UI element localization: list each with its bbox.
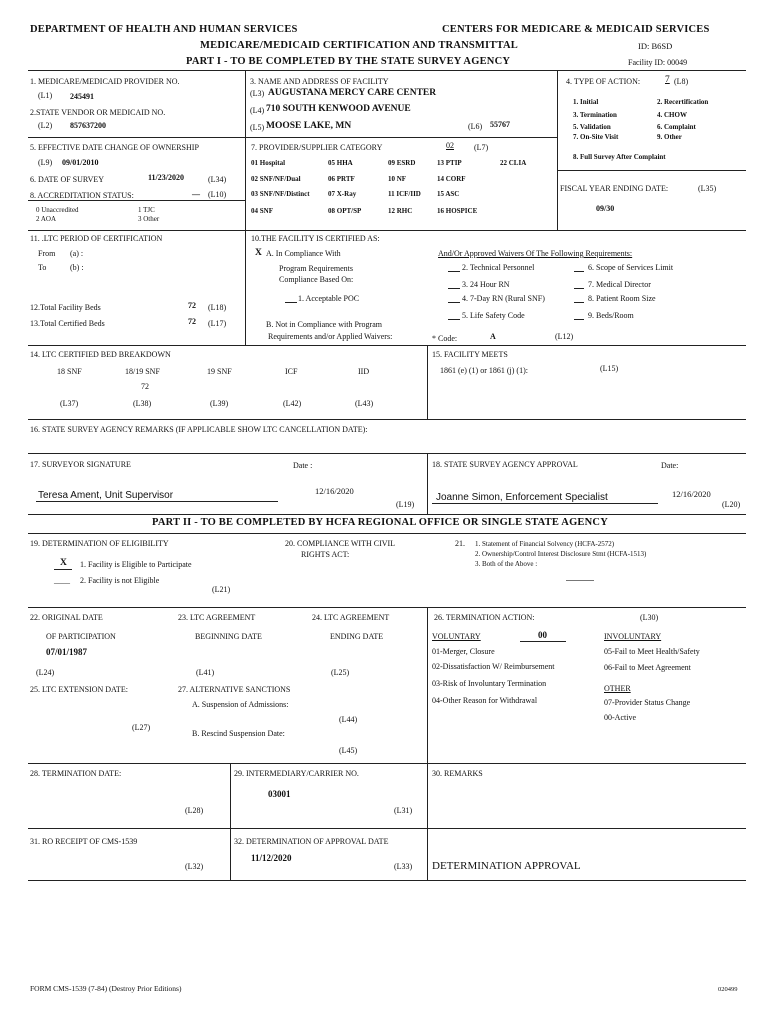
ltc-period-label: 11. .LTC PERIOD OF CERTIFICATION xyxy=(30,234,163,243)
action-option: 1. Initial xyxy=(573,98,599,106)
provider-no-value: 245491 xyxy=(70,92,94,101)
accreditation-option: 0 Unaccredited xyxy=(36,206,79,214)
facility-id: Facility ID: 00049 xyxy=(628,58,688,67)
rule xyxy=(28,419,746,420)
l33-code: (L33) xyxy=(394,862,413,871)
l28-code: (L28) xyxy=(185,806,204,815)
category-option: 06 PRTF xyxy=(328,175,355,183)
l6-code: (L6) xyxy=(468,122,483,131)
category-option: 22 CLIA xyxy=(500,159,527,167)
blank-line xyxy=(566,580,594,581)
remarks-16-label: 16. STATE SURVEY AGENCY REMARKS (IF APPLICABLE SHOW LTC CANCELLATION DATE): xyxy=(30,425,368,434)
bed-1819-value: 72 xyxy=(141,382,149,391)
applied-waivers-label: Requirements and/or Applied Waivers: xyxy=(268,332,393,341)
category-option: 04 SNF xyxy=(251,207,273,215)
waiver-item: 6. Scope of Services Limit xyxy=(588,263,674,272)
l4-code: (L4) xyxy=(250,106,265,115)
l15-code: (L15) xyxy=(600,364,619,373)
rule xyxy=(28,137,557,138)
not-compliance-label: B. Not in Compliance with Program xyxy=(266,320,382,329)
type-of-action-value: 7 xyxy=(665,75,670,85)
blank-line xyxy=(574,319,584,320)
approval-date: 12/16/2020 xyxy=(672,489,711,499)
from-label: From xyxy=(38,249,56,258)
rule xyxy=(557,70,558,230)
termination-option: 05-Fail to Meet Health/Safety xyxy=(604,647,700,656)
termination-option: 07-Provider Status Change xyxy=(604,698,691,707)
waiver-item: 5. Life Safety Code xyxy=(462,311,525,320)
l21-code: (L21) xyxy=(212,585,231,594)
rule xyxy=(230,763,231,880)
eligible-mark: X xyxy=(60,558,67,568)
blank-line xyxy=(574,288,584,289)
surveyor-date-label: Date : xyxy=(293,461,313,470)
l8-code: (L8) xyxy=(674,77,689,86)
certified-beds-value: 72 xyxy=(188,317,196,326)
l31-code: (L31) xyxy=(394,806,413,815)
compliance-based-label: Compliance Based On: xyxy=(279,275,354,284)
approval-date-value: 11/12/2020 xyxy=(251,853,292,863)
termination-option: 03-Risk of Involuntary Termination xyxy=(432,679,547,688)
action-option: 3. Termination xyxy=(573,111,617,119)
rule xyxy=(28,880,746,881)
blank-line xyxy=(285,302,297,303)
original-date-label: 22. ORIGINAL DATE xyxy=(30,613,103,622)
facility-city: MOOSE LAKE, MN xyxy=(266,121,352,131)
bed-col-header: 19 SNF xyxy=(207,367,232,376)
l25-code: (L25) xyxy=(331,668,350,677)
form-revision: 020499 xyxy=(718,986,738,993)
waiver-item: 3. 24 Hour RN xyxy=(462,280,510,289)
facility-name-label: 3. NAME AND ADDRESS OF FACILITY xyxy=(250,77,389,86)
termination-date-label: 28. TERMINATION DATE: xyxy=(30,769,122,778)
category-option: 10 NF xyxy=(388,175,407,183)
involuntary-label: INVOLUNTARY xyxy=(604,632,662,641)
l32-code: (L32) xyxy=(185,862,204,871)
rule xyxy=(427,453,428,514)
original-date-sub: OF PARTICIPATION xyxy=(46,632,116,641)
fiscal-year-label: FISCAL YEAR ENDING DATE: xyxy=(560,184,669,193)
category-option: 05 HHA xyxy=(328,159,353,167)
action-option: 7. On-Site Visit xyxy=(573,133,619,141)
rule xyxy=(28,607,746,608)
certified-beds-label: 13.Total Certified Beds xyxy=(30,319,105,328)
facility-name: AUGUSTANA MERCY CARE CENTER xyxy=(268,88,437,98)
blank-line xyxy=(448,319,460,320)
accreditation-option: 1 TJC xyxy=(138,206,155,214)
signature-line xyxy=(36,501,278,502)
rule xyxy=(28,345,746,346)
rule xyxy=(28,828,746,829)
category-option: 02 SNF/NF/Dual xyxy=(251,175,301,183)
category-option: 07 X-Ray xyxy=(328,190,357,198)
from-a-label: (a) : xyxy=(70,249,84,258)
termination-option: 04-Other Reason for Withdrawal xyxy=(432,696,538,705)
original-date-value: 07/01/1987 xyxy=(46,647,88,657)
approval-date-label-32: 32. DETERMINATION OF APPROVAL DATE xyxy=(234,837,389,846)
waivers-title: And/Or Approved Waivers Of The Following Requirements: xyxy=(438,249,633,258)
termination-action-label: 26. TERMINATION ACTION: xyxy=(434,613,535,622)
l17-code: (L17) xyxy=(208,319,227,328)
accreditation-blank: __ xyxy=(192,187,200,196)
l27-code: (L27) xyxy=(132,723,151,732)
rule xyxy=(28,453,746,454)
category-option: 12 RHC xyxy=(388,207,413,215)
l12-code: (L12) xyxy=(555,332,574,341)
total-beds-value: 72 xyxy=(188,301,196,310)
category-option: 09 ESRD xyxy=(388,159,416,167)
l35-code: (L35) xyxy=(698,184,717,193)
termination-option: 00-Active xyxy=(604,713,636,722)
rule xyxy=(28,763,746,764)
approval-signature: Joanne Simon, Enforcement Specialist xyxy=(436,492,608,503)
eligibility-label: 19. DETERMINATION OF ELIGIBILITY xyxy=(30,539,169,548)
rule xyxy=(28,230,746,231)
facility-street: 710 SOUTH KENWOOD AVENUE xyxy=(266,104,411,114)
civil-rights-label-2: RIGHTS ACT: xyxy=(301,550,350,559)
rescind-label: B. Rescind Suspension Date: xyxy=(192,729,285,738)
blank-line xyxy=(520,641,566,642)
form-number: FORM CMS-1539 (7-84) (Destroy Prior Editions) xyxy=(30,984,182,993)
blank-line xyxy=(448,271,460,272)
code-value: A xyxy=(490,332,496,341)
bed-col-header: 18 SNF xyxy=(57,367,82,376)
waiver-item: 9. Beds/Room xyxy=(588,311,634,320)
category-option: 14 CORF xyxy=(437,175,466,183)
rule xyxy=(427,345,428,419)
termination-option: 06-Fail to Meet Agreement xyxy=(604,663,691,672)
bed-code: (L43) xyxy=(355,399,374,408)
rule xyxy=(245,70,246,345)
acceptable-poc-label: 1. Acceptable POC xyxy=(298,294,360,303)
voluntary-label: VOLUNTARY xyxy=(432,632,481,641)
remarks-value: DETERMINATION APPROVAL xyxy=(432,860,581,872)
remarks-label: 30. REMARKS xyxy=(432,769,483,778)
ltc-end-sub: ENDING DATE xyxy=(330,632,384,641)
accreditation-label: 8. ACCREDITATION STATUS: xyxy=(30,191,134,200)
blank-line xyxy=(574,302,584,303)
l24-code: (L24) xyxy=(36,668,55,677)
vendor-no-code: (L2) xyxy=(38,121,53,130)
action-option: 2. Recertification xyxy=(657,98,709,106)
l18-code: (L18) xyxy=(208,303,227,312)
bed-code: (L38) xyxy=(133,399,152,408)
signature-line xyxy=(432,503,658,504)
compliance-a-label: A. In Compliance With xyxy=(266,249,341,258)
category-option: 11 ICF/IID xyxy=(388,190,421,198)
ro-receipt-label: 31. RO RECEIPT OF CMS-1539 xyxy=(30,837,138,846)
voluntary-value: 00 xyxy=(538,630,547,640)
l41-code: (L41) xyxy=(196,668,215,677)
bed-code: (L37) xyxy=(60,399,79,408)
action-option: 5. Validation xyxy=(573,123,611,131)
certified-as-label: 10.THE FACILITY IS CERTIFIED AS: xyxy=(251,234,380,243)
other-label: OTHER xyxy=(604,684,631,693)
category-option: 13 PTIP xyxy=(437,159,462,167)
l7-code: (L7) xyxy=(474,143,489,152)
facility-meets-text: 1861 (e) (1) or 1861 (j) (1): xyxy=(440,366,528,375)
l3-code: (L3) xyxy=(250,89,265,98)
l45-code: (L45) xyxy=(339,746,358,755)
provider-no-label: 1. MEDICARE/MEDICAID PROVIDER NO. xyxy=(30,77,180,86)
survey-date-label: 6. DATE OF SURVEY xyxy=(30,175,105,184)
to-b-label: (b) : xyxy=(70,263,84,272)
ltc-end-label: 24. LTC AGREEMENT xyxy=(312,613,390,622)
action-option: 4. CHOW xyxy=(657,111,687,119)
item21-option: 3. Both of the Above : xyxy=(475,560,538,568)
l30-code: (L30) xyxy=(640,613,659,622)
action-option: 9. Other xyxy=(657,133,682,141)
blank-line xyxy=(54,569,72,570)
rule xyxy=(28,514,746,515)
form-title: MEDICARE/MEDICAID CERTIFICATION AND TRANSMITTAL xyxy=(200,40,518,51)
ownership-change-date: 09/01/2010 xyxy=(62,158,99,167)
provider-category-value: 02 xyxy=(446,141,454,150)
action-option: 8. Full Survey After Complaint xyxy=(573,153,666,161)
approval-date-label: Date: xyxy=(661,461,679,470)
civil-rights-label: 20. COMPLIANCE WITH CIVIL xyxy=(285,539,396,548)
agency-title: CENTERS FOR MEDICARE & MEDICAID SERVICES xyxy=(442,24,710,35)
waiver-item: 8. Patient Room Size xyxy=(588,294,656,303)
category-option: 16 HOSPICE xyxy=(437,207,478,215)
fiscal-year-value: 09/30 xyxy=(596,204,615,213)
ltc-extension-label: 25. LTC EXTENSION DATE: xyxy=(30,685,128,694)
program-req-label: Program Requirements xyxy=(279,264,353,273)
bed-col-header: 18/19 SNF xyxy=(125,367,160,376)
facility-zip: 55767 xyxy=(490,120,510,129)
category-option: 03 SNF/NF/Distinct xyxy=(251,190,310,198)
code-label: * Code: xyxy=(432,334,458,343)
bed-col-header: ICF xyxy=(285,367,298,376)
compliance-mark: X xyxy=(255,248,262,258)
vendor-no-label: 2.STATE VENDOR OR MEDICAID NO. xyxy=(30,108,166,117)
waiver-item: 4. 7-Day RN (Rural SNF) xyxy=(462,294,545,303)
rule xyxy=(557,170,746,171)
category-option: 08 OPT/SP xyxy=(328,207,362,215)
bed-col-header: IID xyxy=(358,367,370,376)
provider-no-code: (L1) xyxy=(38,91,53,100)
blank-line xyxy=(574,271,584,272)
provider-category-label: 7. PROVIDER/SUPPLIER CATEGORY xyxy=(251,143,383,152)
item21-option: 2. Ownership/Control Interest Disclosure Stmt (HCFA-1513) xyxy=(475,550,647,558)
part2-title: PART II - TO BE COMPLETED BY HCFA REGIONAL OFFICE OR SINGLE STATE AGENCY xyxy=(152,517,608,528)
blank-line xyxy=(448,288,460,289)
intermediary-value: 03001 xyxy=(268,789,291,799)
survey-date-value: 11/23/2020 xyxy=(148,173,185,182)
termination-option: 01-Merger, Closure xyxy=(432,647,495,656)
l5-code: (L5) xyxy=(250,123,265,132)
bed-code: (L42) xyxy=(283,399,302,408)
l10-code: (L10) xyxy=(208,190,227,199)
accreditation-option: 2 AOA xyxy=(36,215,57,223)
part1-title: PART I - TO BE COMPLETED BY THE STATE SURVEY AGENCY xyxy=(186,56,511,67)
rule xyxy=(28,70,746,71)
l34-code: (L34) xyxy=(208,175,227,184)
not-eligible-option: 2. Facility is not Eligible xyxy=(80,576,160,585)
termination-option: 02-Dissatisfaction W/ Reimbursement xyxy=(432,662,555,671)
accreditation-option: 3 Other xyxy=(138,215,160,223)
blank-line xyxy=(448,302,460,303)
ltc-begin-sub: BEGINNING DATE xyxy=(195,632,262,641)
surveyor-signature-label: 17. SURVEYOR SIGNATURE xyxy=(30,460,131,469)
item21-option: 1. Statement of Financial Solvency (HCFA-2572) xyxy=(475,540,615,548)
rule xyxy=(427,607,428,880)
alt-sanctions-label: 27. ALTERNATIVE SANCTIONS xyxy=(178,685,291,694)
item21-label: 21. xyxy=(455,539,465,548)
l9-code: (L9) xyxy=(38,158,53,167)
form-id: ID: B6SD xyxy=(638,41,673,51)
category-option: 15 ASC xyxy=(437,190,460,198)
l19-code: (L19) xyxy=(396,500,415,509)
type-of-action-label: 4. TYPE OF ACTION: xyxy=(566,77,641,86)
agency-approval-label: 18. STATE SURVEY AGENCY APPROVAL xyxy=(432,460,578,469)
intermediary-label: 29. INTERMEDIARY/CARRIER NO. xyxy=(234,769,359,778)
waiver-item: 2. Technical Personnel xyxy=(462,263,535,272)
department-title: DEPARTMENT OF HEALTH AND HUMAN SERVICES xyxy=(30,24,298,35)
surveyor-signature: Teresa Ament, Unit Supervisor xyxy=(38,490,174,501)
surveyor-date: 12/16/2020 xyxy=(315,486,354,496)
to-label: To xyxy=(38,263,47,272)
facility-meets-label: 15. FACILITY MEETS xyxy=(432,350,508,359)
eligible-option: 1. Facility is Eligible to Participate xyxy=(80,560,192,569)
ltc-begin-label: 23. LTC AGREEMENT xyxy=(178,613,256,622)
l44-code: (L44) xyxy=(339,715,358,724)
vendor-no-value: 857637200 xyxy=(70,121,106,130)
suspension-label: A. Suspension of Admissions: xyxy=(192,700,289,709)
category-option: 01 Hospital xyxy=(251,159,286,167)
l20-code: (L20) xyxy=(722,500,741,509)
bed-breakdown-label: 14. LTC CERTIFIED BED BREAKDOWN xyxy=(30,350,171,359)
waiver-item: 7. Medical Director xyxy=(588,280,651,289)
bed-code: (L39) xyxy=(210,399,229,408)
action-option: 6. Complaint xyxy=(657,123,696,131)
total-beds-label: 12.Total Facility Beds xyxy=(30,303,101,312)
rule xyxy=(28,533,746,534)
not-eligible-blank: ____ xyxy=(54,576,70,585)
ownership-change-label: 5. EFFECTIVE DATE CHANGE OF OWNERSHIP xyxy=(30,143,199,152)
